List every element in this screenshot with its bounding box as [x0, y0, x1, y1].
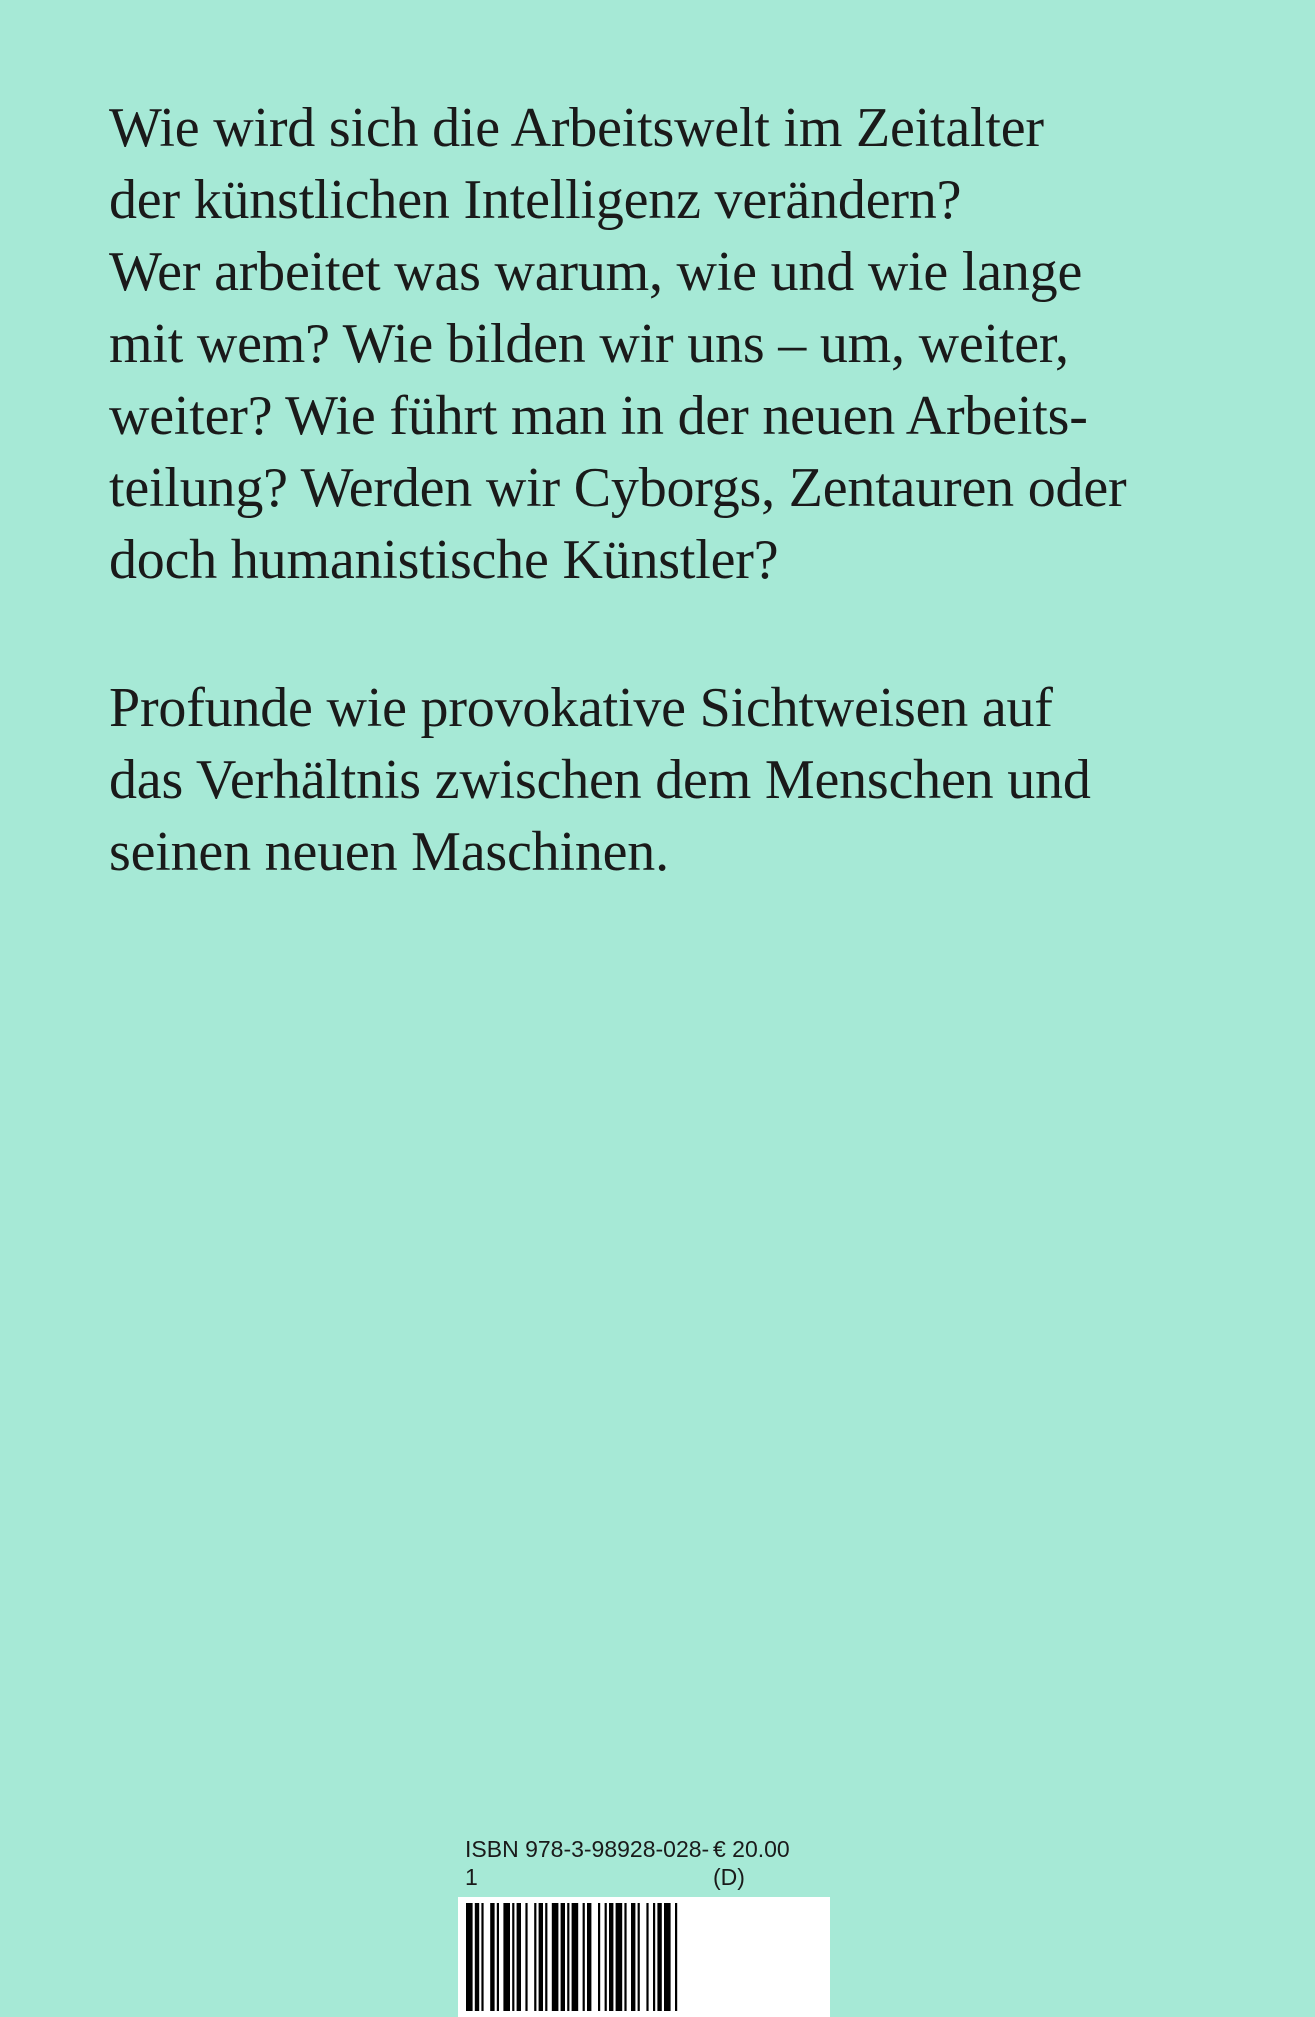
- barcode-bar: [534, 1903, 536, 2011]
- blurb-line: teilung? Werden wir Cyborgs, Zentauren oder: [109, 457, 1127, 519]
- barcode-bar: [657, 1903, 661, 2011]
- isbn-price-row: [458, 1835, 830, 1891]
- barcode-bars: [458, 1897, 830, 2017]
- barcode-bar: [605, 1903, 607, 2011]
- blurb-line: weiter? Wie führt man in der neuen Arbeits-: [109, 385, 1088, 447]
- barcode-bar: [512, 1903, 514, 2011]
- barcode-bar: [653, 1903, 655, 2011]
- barcode-block: [458, 1835, 830, 2017]
- blurb-line: seinen neuen Maschinen.: [109, 821, 669, 883]
- barcode-bar: [561, 1903, 565, 2011]
- barcode-bar: [481, 1903, 483, 2011]
- blurb-line: doch humanistische Künstler?: [109, 529, 779, 591]
- barcode-bar: [539, 1903, 543, 2011]
- barcode-bar: [497, 1903, 499, 2011]
- barcode-bar: [609, 1903, 613, 2011]
- barcode-image: [458, 1897, 830, 2017]
- blurb-line: das Verhältnis zwischen dem Menschen und: [109, 749, 1091, 811]
- barcode-bar: [475, 1903, 479, 2011]
- barcode-bar: [631, 1903, 635, 2011]
- barcode-bar: [572, 1903, 579, 2011]
- barcode-bar: [646, 1903, 648, 2011]
- barcode-bar: [525, 1903, 527, 2011]
- isbn-number: ISBN 978-3-98928-028-1: [465, 1836, 710, 1890]
- barcode-bar: [490, 1903, 494, 2011]
- blurb-line: Profunde wie provokative Sichtweisen auf: [109, 677, 1053, 739]
- barcode-bar: [587, 1903, 591, 2011]
- barcode-bar: [517, 1903, 521, 2011]
- barcode-bar: [466, 1903, 473, 2011]
- barcode-bar: [664, 1903, 671, 2011]
- blurb-paragraph-1: [109, 92, 1229, 596]
- barcode-bar: [567, 1903, 569, 2011]
- barcode-bar: [624, 1903, 626, 2011]
- barcode-bar: [583, 1903, 585, 2011]
- price-label: € 20.00 (D): [712, 1836, 790, 1890]
- barcode-bar: [552, 1903, 559, 2011]
- blurb-line: mit wem? Wie bilden wir uns – um, weiter,: [109, 313, 1069, 375]
- blurb-paragraph-2: [109, 672, 1229, 888]
- barcode-bar: [598, 1903, 600, 2011]
- barcode-bar: [616, 1903, 623, 2011]
- barcode-bar: [675, 1903, 677, 2011]
- barcode-bar: [545, 1903, 547, 2011]
- back-cover-blurb: [109, 92, 1229, 888]
- blurb-line: der künstlichen Intelligenz verändern?: [109, 169, 962, 231]
- barcode-bar: [638, 1903, 640, 2011]
- blurb-line: Wie wird sich die Arbeitswelt im Zeitalter: [109, 97, 1044, 159]
- blurb-line: Wer arbeitet was warum, wie und wie lange: [109, 241, 1083, 303]
- barcode-bar: [503, 1903, 510, 2011]
